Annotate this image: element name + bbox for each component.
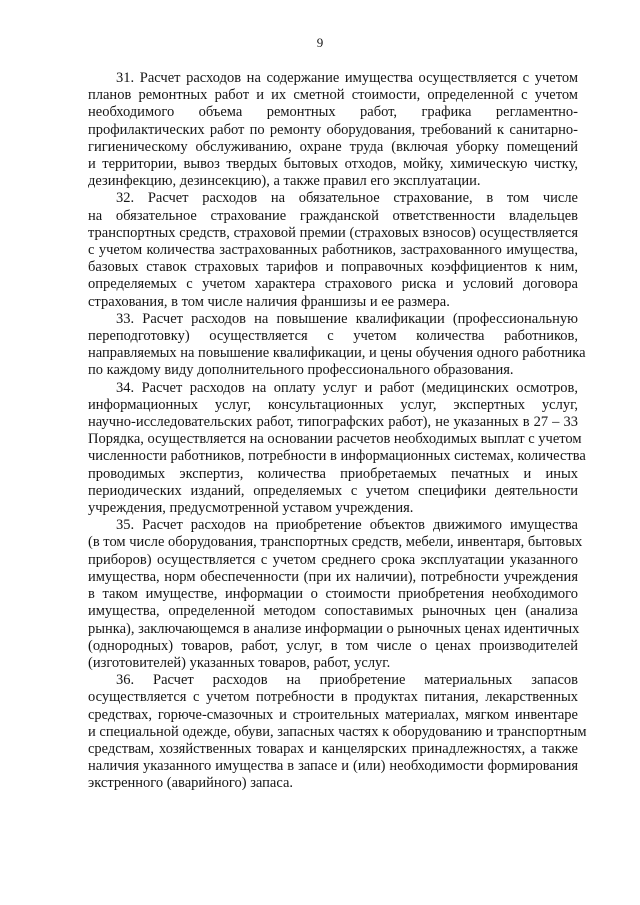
text-line: дезинфекцию, дезинсекцию), а также правил его эксплуатации.	[88, 173, 481, 190]
text-line: имущества, норм обеспеченности (при их наличии), потребности учреждения	[88, 568, 578, 585]
text-line: 36. Расчет расходов на приобретение материальных запасов	[116, 672, 578, 689]
text-line: гигиеническому обслуживанию, охране труда (включая уборку помещений	[88, 138, 578, 155]
text-line: численности работников, потребности в информационных системах, количества	[88, 448, 586, 465]
paragraph-35	[88, 517, 583, 672]
paragraph-36	[88, 672, 587, 792]
text-line: (однородных) товаров, работ, услуг, в том числе о ценах производителей	[88, 637, 578, 654]
text-line: необходимого объема ремонтных работ, графика регламентно-	[88, 104, 578, 121]
text-line: средствах, горюче-смазочных и строительных материалах, мягком инвентаре	[88, 706, 578, 723]
text-line: определяемых с учетом характера страхового риска и условий договора	[88, 276, 578, 293]
text-line: 33. Расчет расходов на повышение квалификации (профессиональную	[116, 310, 578, 327]
text-line: Порядка, осуществляется на основании расчетов необходимых выплат с учетом	[88, 431, 582, 448]
text-line: и специальной одежде, обуви, запасных частях к оборудованию и транспортным	[88, 723, 587, 740]
text-line: на обязательное страхование гражданской ответственности владельцев	[88, 207, 578, 224]
text-line: направляемых на повышение квалификации, и цены обучения одного работника	[88, 345, 586, 362]
text-line: с учетом количества застрахованных работников, застрахованного имущества,	[88, 242, 578, 259]
text-line: информационных услуг, консультационных услуг, экспертных услуг,	[88, 396, 578, 413]
text-line: приборов) осуществляется с учетом среднего срока эксплуатации указанного	[88, 551, 578, 568]
text-line: учреждения, предусмотренной уставом учреждения.	[88, 500, 414, 517]
paragraph-34	[88, 379, 586, 518]
document-body	[88, 70, 587, 793]
text-line: в таком имуществе, информации о стоимости приобретения необходимого	[88, 586, 578, 603]
text-line: страхования, в том числе наличия франшизы и ее размера.	[88, 293, 450, 310]
text-line: проводимых экспертиз, количества приобретаемых печатных и иных	[88, 465, 578, 482]
text-line: 34. Расчет расходов на оплату услуг и работ (медицинских осмотров,	[116, 379, 578, 396]
text-line: базовых ставок страховых тарифов и поправочных коэффициентов к ним,	[88, 259, 578, 276]
text-line: периодических изданий, определяемых с учетом специфики деятельности	[88, 482, 578, 499]
text-line: средствам, хозяйственных товарах и канцелярских принадлежностях, а также	[88, 740, 578, 757]
paragraph-31	[88, 70, 578, 190]
text-line: (изготовителей) указанных товаров, работ, услуг.	[88, 654, 391, 671]
text-line: 32. Расчет расходов на обязательное страхование, в том числе	[116, 190, 578, 207]
text-line: по каждому виду дополнительного профессионального образования.	[88, 362, 514, 379]
text-line: наличия указанного имущества в запасе и (или) необходимости формирования	[88, 758, 578, 775]
paragraph-33	[88, 310, 586, 380]
text-line: экстренного (аварийного) запаса.	[88, 775, 294, 792]
page-number: 9	[316, 35, 324, 50]
text-line: переподготовку) осуществляется с учетом количества работников,	[88, 328, 578, 345]
text-line: планов ремонтных работ и их сметной стоимости, определенной с учетом	[88, 87, 578, 104]
text-line: (в том числе оборудования, транспортных средств, мебели, инвентаря, бытовых	[88, 534, 583, 551]
text-line: научно-исследовательских работ, типографских работ), не указанных в 27 – 33	[88, 414, 578, 431]
text-line: осуществляется с учетом потребности в продуктах питания, лекарственных	[88, 689, 578, 706]
text-line: и территории, вывоз твердых бытовых отходов, мойку, химическую чистку,	[88, 156, 578, 173]
text-line: имущества, определенной методом сопоставимых рыночных цен (анализа	[88, 603, 578, 620]
text-line: рынка), заключающемся в анализе информации о рыночных ценах идентичных	[88, 620, 580, 637]
text-line: транспортных средств, страховой премии (страховых взносов) осуществляется	[88, 224, 578, 241]
text-line: 31. Расчет расходов на содержание имущества осуществляется с учетом	[116, 70, 578, 86]
text-line: 35. Расчет расходов на приобретение объектов движимого имущества	[116, 517, 578, 534]
paragraph-32	[88, 190, 578, 310]
text-line: профилактических работ по ремонту оборудования, требований к санитарно-	[88, 121, 578, 138]
